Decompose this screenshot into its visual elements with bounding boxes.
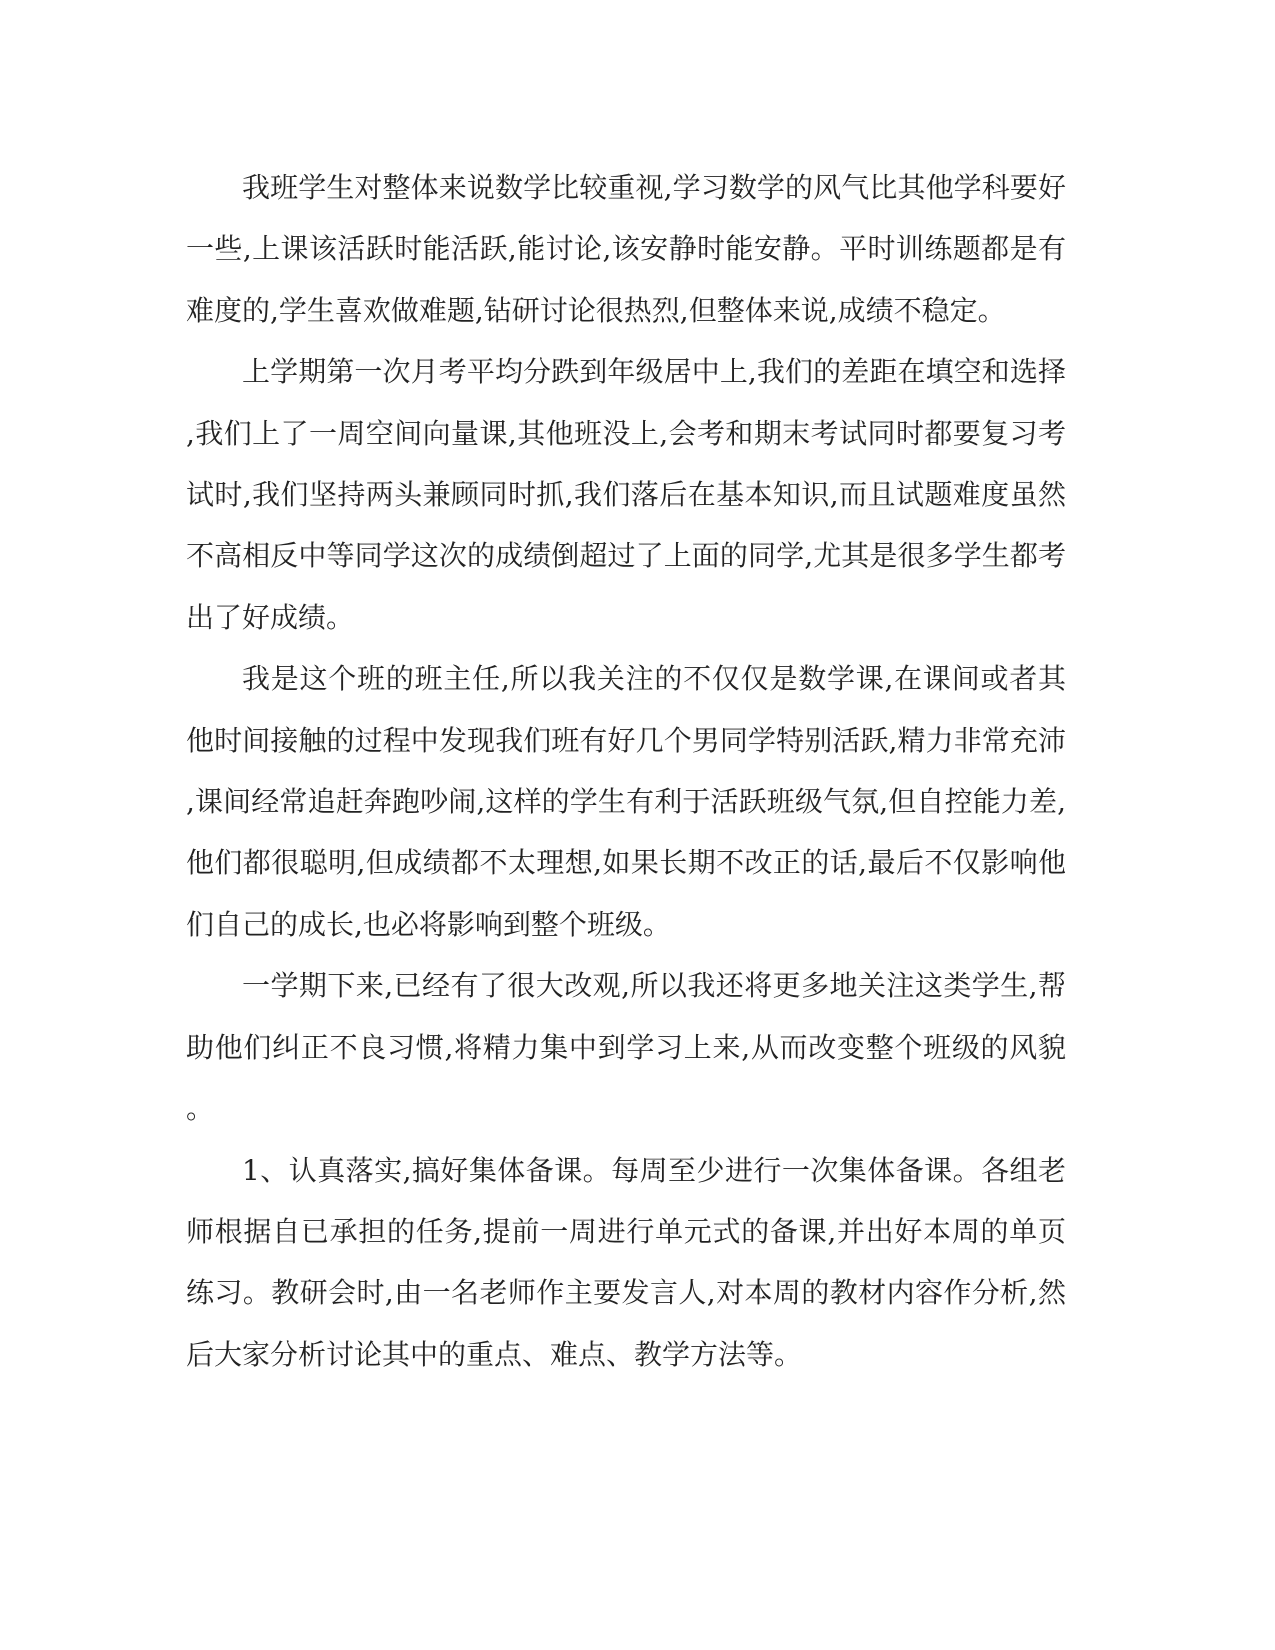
paragraph-4: 一学期下来,已经有了很大改观,所以我还将更多地关注这类学生,帮助他们纠正不良习惯,将精力集中到学习上来,从而改变整个班级的风貌。 [186, 969, 1066, 1126]
paragraph-2: 上学期第一次月考平均分跌到年级居中上,我们的差距在填空和选择,我们上了一周空间向量课,其他班没上,会考和期末考试同时都要复习考试时,我们坚持两头兼顾同时抓,我们落后在基本知识,而且试题难度虽然不高相反中等同学这次的成绩倒超过了上面的同学,尤其是很多学生都考出了好成绩。 [186, 355, 1066, 634]
paragraph-5: 1、认真落实,搞好集体备课。每周至少进行一次集体备课。各组老师根据自已承担的任务,提前一周进行单元式的备课,并出好本周的单页练习。教研会时,由一名老师作主要发言人,对本周的教材内容作分析,然后大家分析讨论其中的重点、难点、教学方法等。 [186, 1153, 1066, 1371]
document-body [186, 157, 1066, 1385]
paragraph-3: 我是这个班的班主任,所以我关注的不仅仅是数学课,在课间或者其他时间接触的过程中发现我们班有好几个男同学特别活跃,精力非常充沛,课间经常追赶奔跑吵闹,这样的学生有利于活跃班级气氛,但自控能力差,他们都很聪明,但成绩都不太理想,如果长期不改正的话,最后不仅影响他们自己的成长,也必将影响到整个班级。 [186, 662, 1066, 941]
paragraph-1: 我班学生对整体来说数学比较重视,学习数学的风气比其他学科要好一些,上课该活跃时能活跃,能讨论,该安静时能安静。平时训练题都是有难度的,学生喜欢做难题,钻研讨论很热烈,但整体来说,成绩不稳定。 [186, 171, 1066, 327]
